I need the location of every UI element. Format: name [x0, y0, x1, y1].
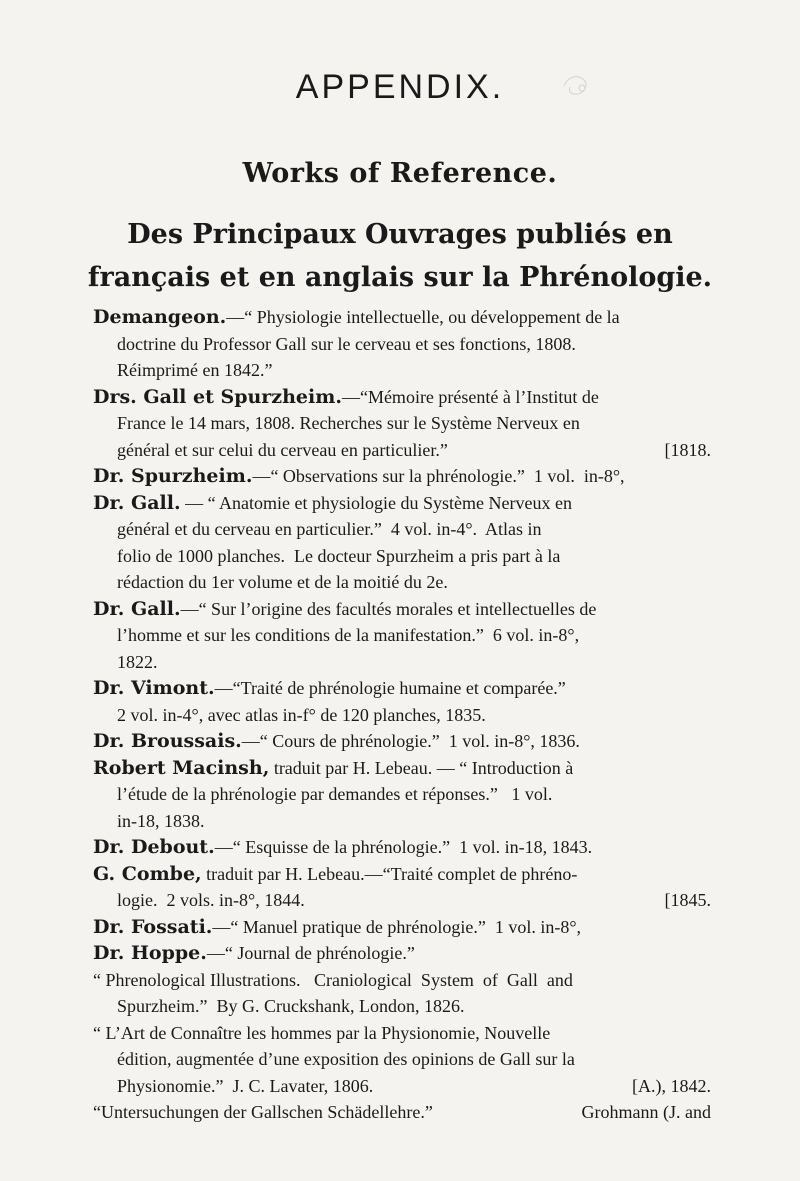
author-name: Dr. Gall.: [93, 491, 181, 514]
reference-entry: [93, 384, 711, 464]
author-name: Dr. Broussais.: [93, 730, 242, 752]
entry-text: 1822.: [117, 651, 158, 672]
appendix-heading: APPENDIX.: [295, 68, 505, 106]
reference-entry: [93, 755, 711, 835]
entry-text: Physionomie.” J. C. Lavater, 1806.: [117, 1075, 374, 1096]
right-aligned-note: [1818.: [664, 439, 711, 460]
entry-continuation-line: [93, 331, 711, 358]
line-content: [117, 649, 158, 676]
entry-continuation-line: [93, 781, 711, 808]
line-content: [117, 357, 272, 384]
entry-first-line: [93, 384, 711, 411]
reference-entry: [93, 967, 711, 1020]
line-content: [93, 755, 573, 782]
line-content: [93, 861, 577, 888]
entry-text: —“ Journal de phrénologie.”: [206, 943, 415, 963]
entry-continuation-line: [93, 702, 711, 729]
entry-text: —“ Physiologie intellectuelle, ou développement de la: [226, 307, 620, 327]
entry-continuation-line: [93, 1046, 711, 1073]
right-aligned-note: Grohmann (J. and: [581, 1102, 711, 1122]
author-name: Dr. Hoppe.: [93, 942, 207, 964]
entry-continuation-line: [93, 887, 711, 914]
entry-text: général et sur celui du cerveau en particulier.”: [117, 439, 448, 460]
line-content: [117, 1073, 373, 1100]
author-name: Dr. Vimont.: [93, 677, 215, 699]
entry-text: —“ Cours de phrénologie.” 1 vol. in-8°, 1836.: [241, 731, 580, 751]
line-content: [93, 1099, 433, 1126]
line-content: [93, 940, 415, 967]
author-name: Dr. Spurzheim.: [93, 465, 253, 487]
faint-ornament-icon: [560, 72, 590, 98]
reference-entry: [93, 490, 711, 596]
author-name: Dr. Fossati.: [93, 915, 213, 938]
reference-entry: [93, 463, 711, 490]
entry-first-line: [93, 304, 711, 331]
line-content: [117, 808, 205, 835]
line-content: [117, 993, 464, 1020]
author-name: Dr. Gall.: [93, 597, 181, 620]
entry-text: “Untersuchungen der Gallschen Schädellehre.”: [93, 1102, 433, 1122]
line-content: [93, 304, 620, 331]
entry-text: —“ Sur l’origine des facultés morales et intellectuelles de: [180, 598, 597, 619]
line-content: [117, 410, 580, 437]
entry-first-line: [93, 463, 711, 490]
entry-continuation-line: [93, 437, 711, 464]
entry-text: l’étude de la phrénologie par demandes et réponses.” 1 vol.: [117, 784, 553, 804]
entry-text: Spurzheim.” By G. Cruckshank, London, 1826.: [117, 996, 465, 1016]
entry-text: France le 14 mars, 1808. Recherches sur le Système Nerveux en: [117, 413, 580, 433]
line-content: [117, 437, 448, 464]
entry-text: —“ Manuel pratique de phrénologie.” 1 vol. in-8°,: [212, 916, 582, 937]
entry-text: Réimprimé en 1842.”: [117, 360, 273, 380]
entry-continuation-line: [93, 993, 711, 1020]
line-content: [117, 516, 542, 543]
entry-text: —“Mémoire présenté à l’Institut de: [341, 386, 599, 407]
entry-continuation-line: [93, 516, 711, 543]
entry-first-line: [93, 834, 711, 861]
entry-continuation-line: [93, 622, 711, 649]
line-content: [117, 569, 448, 596]
entry-text: général et du cerveau en particulier.” 4 vol. in-4°. Atlas in: [117, 519, 542, 539]
entry-text: “ L’Art de Connaître les hommes par la Physionomie, Nouvelle: [93, 1022, 551, 1043]
author-name: Demangeon.: [93, 306, 227, 328]
entry-continuation-line: [93, 357, 711, 384]
entry-continuation-line: [93, 1073, 711, 1100]
works-of-reference-title: Works of Reference.: [242, 158, 558, 189]
line-content: [93, 914, 581, 941]
entry-text: — “ Anatomie et physiologie du Système Nerveux en: [180, 492, 572, 513]
line-content: [93, 967, 573, 994]
line-content: [93, 675, 566, 702]
reference-entry: [93, 596, 711, 676]
reference-entry: [93, 1020, 711, 1100]
line-content: [93, 490, 572, 517]
right-aligned-note: [1845.: [664, 890, 711, 910]
author-name: Dr. Debout.: [93, 836, 215, 858]
entry-text: —“ Esquisse de la phrénologie.” 1 vol. in-18, 1843.: [214, 837, 593, 857]
entry-text: in-18, 1838.: [117, 810, 205, 831]
entry-text: doctrine du Professor Gall sur le cerveau et ses fonctions, 1808.: [117, 333, 576, 354]
reference-entry: [93, 1099, 711, 1126]
entry-text: rédaction du 1er volume et de la moitié du 2e.: [117, 572, 448, 592]
entry-continuation-line: [93, 410, 711, 437]
entry-continuation-line: [93, 808, 711, 835]
entry-first-line: [93, 755, 711, 782]
entry-text: —“Traité de phrénologie humaine et comparée.”: [214, 678, 566, 698]
entry-first-line: [93, 940, 711, 967]
entry-continuation-line: [93, 569, 711, 596]
reference-entry: [93, 834, 711, 861]
line-content: [117, 781, 552, 808]
entry-first-line: [93, 914, 711, 941]
entry-text: traduit par H. Lebeau. — “ Introduction à: [269, 757, 574, 778]
subtitle-line-2: français et en anglais sur la Phrénologie.: [87, 262, 713, 293]
entry-text: traduit par H. Lebeau.—“Traité complet de phréno-: [201, 863, 578, 884]
entry-first-line: [93, 728, 711, 755]
line-content: [117, 887, 305, 914]
entry-text: 2 vol. in-4°, avec atlas in-f° de 120 planches, 1835.: [117, 704, 486, 725]
entry-continuation-line: [93, 649, 711, 676]
right-aligned-note: [A.), 1842.: [632, 1075, 711, 1096]
entry-continuation-line: [93, 543, 711, 570]
line-content: [93, 834, 592, 861]
line-content: [117, 543, 560, 570]
line-content: [93, 596, 596, 623]
author-name: Drs. Gall et Spurzheim.: [93, 385, 342, 408]
reference-entry: [93, 940, 711, 967]
subtitle-line-1: Des Principaux Ouvrages publiés en: [127, 219, 673, 250]
entry-text: “ Phrenological Illustrations. Craniological System of Gall and: [93, 969, 573, 990]
reference-entry: [93, 675, 711, 728]
entry-first-line: [93, 490, 711, 517]
reference-entry: [93, 914, 711, 941]
line-content: [93, 384, 599, 411]
section-subtitle: [0, 213, 800, 299]
entry-first-line: [93, 675, 711, 702]
line-content: [93, 463, 625, 490]
line-content: [117, 331, 576, 358]
line-content: [117, 702, 486, 729]
entry-text: —“ Observations sur la phrénologie.” 1 vol. in-8°,: [252, 466, 625, 486]
line-content: [93, 728, 580, 755]
reference-entry: [93, 728, 711, 755]
author-name: G. Combe,: [93, 862, 202, 885]
line-content: [117, 1046, 575, 1073]
entry-first-line: [93, 1099, 711, 1126]
author-name: Robert Macinsh,: [93, 756, 270, 779]
entry-text: logie. 2 vols. in-8°, 1844.: [117, 890, 305, 910]
entry-text: édition, augmentée d’une exposition des opinions de Gall sur la: [117, 1049, 575, 1069]
reference-list: [93, 304, 711, 1126]
line-content: [93, 1020, 550, 1047]
reference-entry: [93, 304, 711, 384]
line-content: [117, 622, 579, 649]
entry-text: folio de 1000 planches. Le docteur Spurzheim a pris part à la: [117, 545, 561, 566]
entry-first-line: [93, 861, 711, 888]
reference-entry: [93, 861, 711, 914]
entry-first-line: [93, 1020, 711, 1047]
entry-first-line: [93, 596, 711, 623]
entry-first-line: [93, 967, 711, 994]
entry-text: l’homme et sur les conditions de la manifestation.” 6 vol. in-8°,: [117, 625, 580, 645]
